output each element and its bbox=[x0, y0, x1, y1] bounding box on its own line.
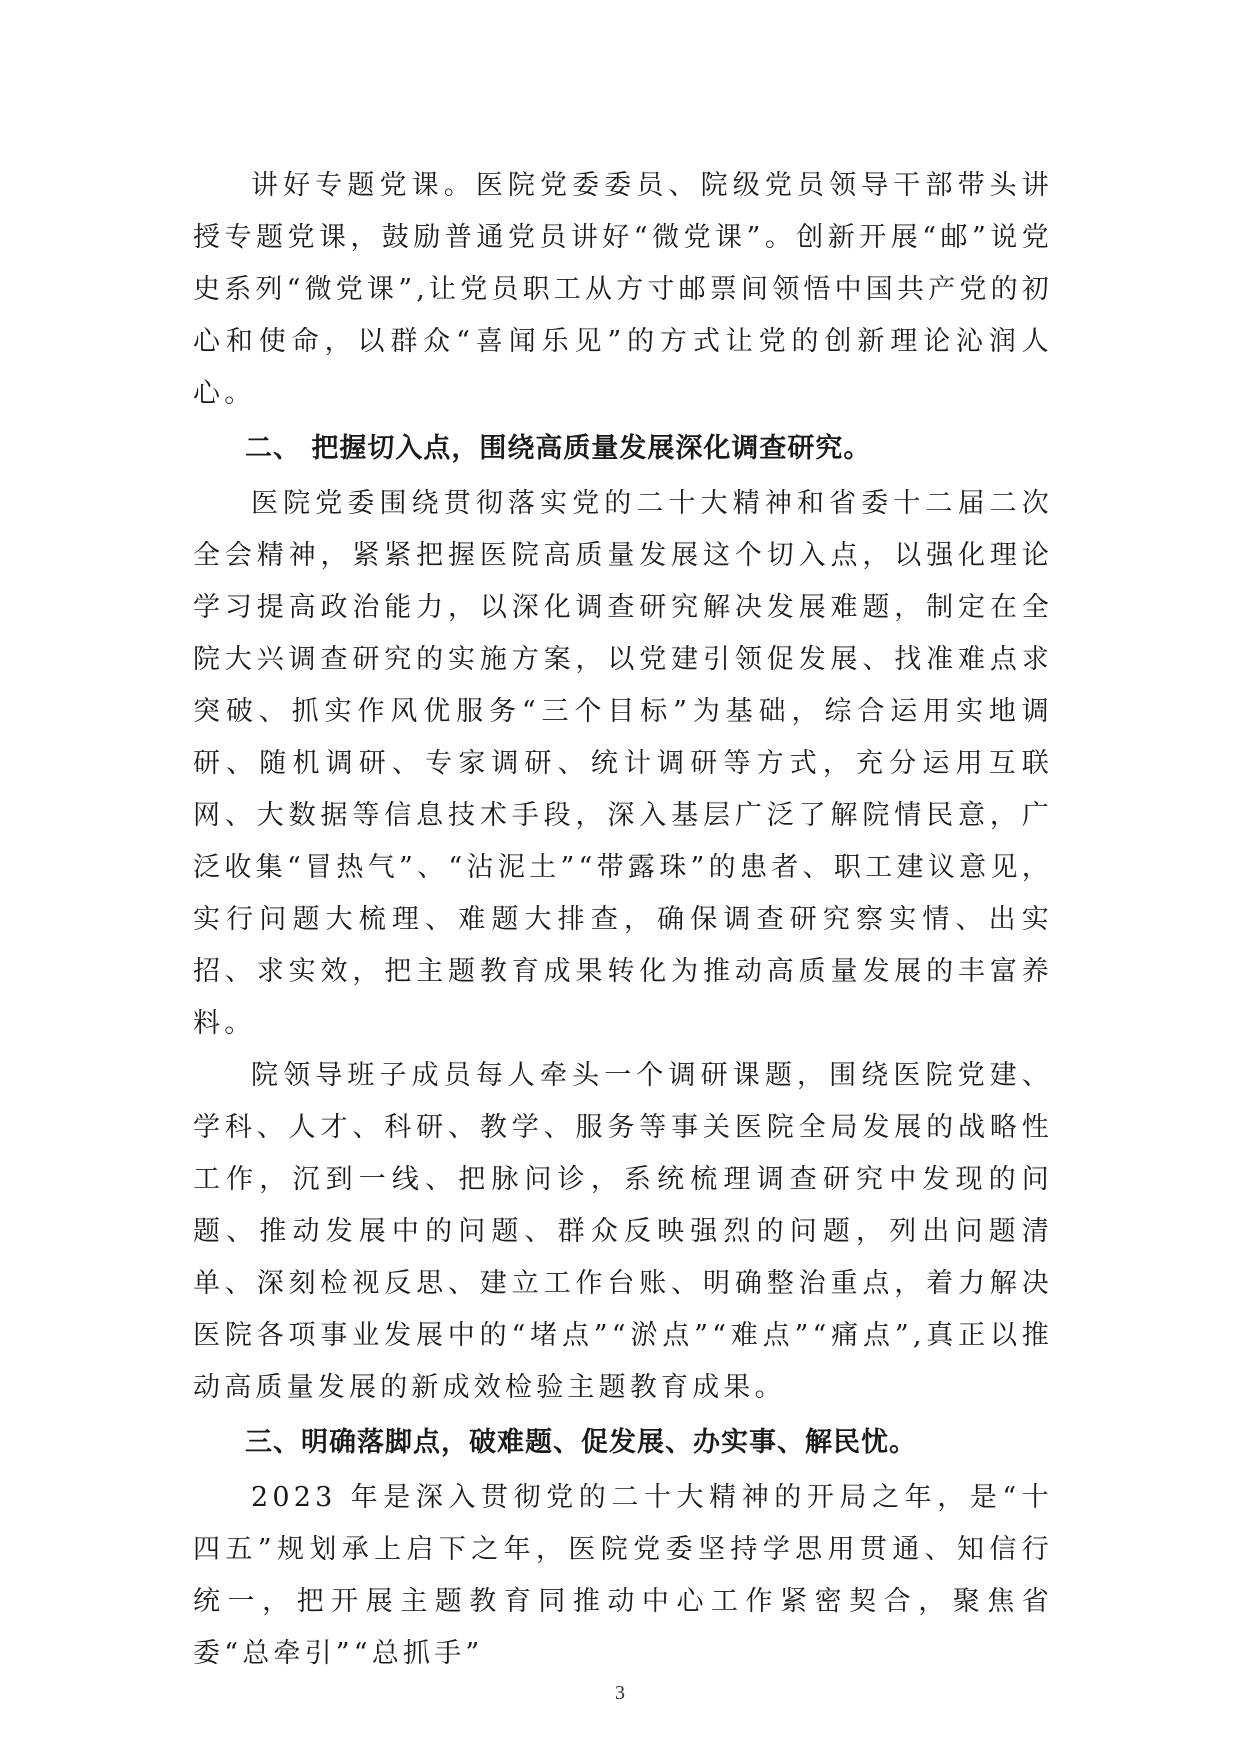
section-heading-three: 三、明确落脚点，破难题、促发展、办实事、解民忧。 bbox=[245, 1427, 917, 1458]
page-number: 3 bbox=[615, 1682, 625, 1704]
document-body bbox=[193, 160, 1053, 1680]
paragraph-2023: 2023 年是深入贯彻党的二十大精神的开局之年，是“十四五”规划承上启下之年，医院党委坚持学思用贯通、知信行统一，把开展主题教育同推动中心工作紧密契合，聚焦省委“总牵引”“总抓手” bbox=[193, 1482, 1053, 1669]
paragraph-research: 医院党委围绕贯彻落实党的二十大精神和省委十二届二次全会精神，紧紧把握医院高质量发展这个切入点，以强化理论学习提高政治能力，以深化调查研究解决发展难题，制定在全院大兴调查研究的实施方案，以党建引领促发展、找准难点求突破、抓实作风优服务“三个目标”为基础，综合运用实地调研、随机调研、专家调研、统计调研等方式，充分运用互联网、大数据等信息技术手段，深入基层广泛了解院情民意，广泛收集“冒热气”、“沾泥土”“带露珠”的患者、职工建议意见，实行问题大梳理、难题大排查，确保调查研究察实情、出实招、求实效，把主题教育成果转化为推动高质量发展的丰富养料。 bbox=[193, 488, 1053, 1039]
paragraph-leadership: 院领导班子成员每人牵头一个调研课题，围绕医院党建、学科、人才、科研、教学、服务等事关医院全局发展的战略性工作，沉到一线、把脉问诊，系统梳理调查研究中发现的问题、推动发展中的问题、群众反映强烈的问题，列出问题清单、深刻检视反思、建立工作台账、明确整治重点，着力解决医院各项事业发展中的“堵点”“淤点”“难点”“痛点”,真正以推动高质量发展的新成效检验主题教育成果。 bbox=[193, 1060, 1053, 1403]
paragraph-party-lectures: 讲好专题党课。医院党委委员、院级党员领导干部带头讲授专题党课，鼓励普通党员讲好“微党课”。创新开展“邮”说党史系列“微党课”,让党员职工从方寸邮票间领悟中国共产党的初心和使命，以群众“喜闻乐见”的方式让党的创新理论沁润人心。 bbox=[193, 170, 1053, 409]
section-heading-two: 二、 把握切入点，围绕高质量发展深化调查研究。 bbox=[245, 433, 872, 464]
